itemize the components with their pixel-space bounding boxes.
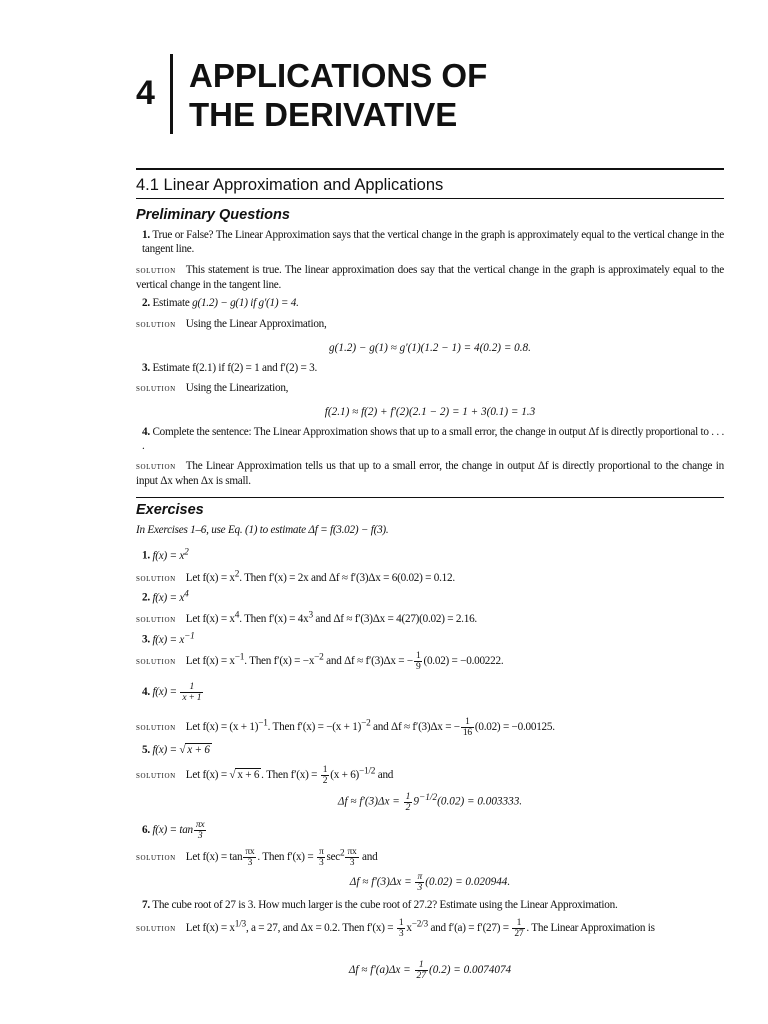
question-number: 4. bbox=[142, 426, 150, 438]
exercise-4 bbox=[136, 682, 724, 703]
question-4 bbox=[136, 425, 724, 453]
exercise-5-solution bbox=[136, 764, 724, 786]
fraction: $\frac{\pi x}{3}$ bbox=[195, 820, 205, 841]
exercise-number: 7. bbox=[142, 899, 150, 911]
solution-text: Let f(x) = √ x + 6 . Then f′(x) = $\frac{1}{2}$ $(x + 6)^{-1/2}$ and bbox=[185, 764, 394, 786]
exercises-intro: In Exercises 1–6, use Eq. (1) to estimate Δf = f(3.02) − f(3). bbox=[136, 524, 389, 536]
solution-text: This statement is true. The linear approximation does say that the vertical change in the graph is approximately equal to the vertical change in the tangent line. bbox=[136, 264, 724, 291]
fraction: $\frac{1}{2}$ bbox=[322, 764, 328, 786]
fraction: $\frac{1}{x + 1}$ bbox=[182, 682, 202, 703]
preliminary-heading: Preliminary Questions bbox=[136, 207, 290, 223]
exercise-7 bbox=[136, 898, 724, 912]
solution-text: Let $f(x) = (x + 1)^{-1}$. Then $f'(x) = -(x + 1)^{-2}$ and Δf ≈ f′(3)Δx = − $\frac{1}{16}$ (0.02) = −0.00125. bbox=[185, 716, 555, 738]
exercise-number: 2. bbox=[142, 591, 150, 604]
fraction: $\frac{1}{27}$ bbox=[514, 917, 524, 939]
solution-text: Let $f(x) = x^4$. Then $f'(x) = 4x^3$ and Δf ≈ f′(3)Δx = 4(27)(0.02) = 2.16. bbox=[185, 610, 477, 625]
exercise-6 bbox=[136, 820, 724, 841]
exercise-number: 4. bbox=[142, 686, 150, 699]
exercise-3-solution bbox=[136, 650, 724, 672]
exercise-2-solution bbox=[136, 608, 724, 627]
solution-label: solution bbox=[136, 320, 176, 330]
exercise-5-equation: Δf ≈ f′(3)Δx = $\frac{1}{2}$ $9^{-1/2}(0.02) = 0.003333$. bbox=[337, 791, 523, 813]
exercise-2 bbox=[136, 587, 724, 605]
exercise-7-equation: Δf ≈ f′(a)Δx = $\frac{1}{27}$ (0.2) = 0.0074074 bbox=[348, 960, 512, 981]
solution-label: solution bbox=[136, 384, 176, 394]
exercise-3 bbox=[136, 629, 724, 647]
chapter-title bbox=[189, 56, 487, 134]
solution-3 bbox=[136, 381, 724, 396]
section-rule-bottom bbox=[136, 198, 724, 199]
question-2 bbox=[136, 296, 724, 310]
exercise-number: 3. bbox=[142, 633, 150, 646]
exercise-1 bbox=[136, 545, 724, 563]
question-text: Estimate bbox=[152, 297, 190, 309]
solution-1 bbox=[136, 263, 724, 292]
exercise-6-equation: Δf ≈ f′(3)Δx = $\frac{\pi}{3}$ (0.02) = 0.020944. bbox=[349, 872, 511, 893]
solution-text: Let f(x) = tan $\frac{\pi x}{3}$ . Then f′(x) = $\frac{\pi}{3}$ $\sec^2$ $\frac{\pi x}{3}$ and bbox=[185, 846, 378, 868]
exercise-function: $f(x) = x^2$ bbox=[152, 547, 189, 562]
fraction: $\frac{\pi}{3}$ bbox=[417, 872, 423, 893]
fraction: $\frac{1}{2}$ bbox=[405, 791, 411, 813]
solution-text: Using the Linearization, bbox=[185, 382, 289, 394]
fraction: $\frac{1}{9}$ bbox=[415, 650, 421, 672]
solution-2-equation: g(1.2) − g(1) ≈ g′(1)(1.2 − 1) = 4(0.2) = 0.8. bbox=[329, 342, 531, 354]
question-text: Estimate f(2.1) if f(2) = 1 and f′(2) = 3. bbox=[152, 362, 317, 374]
exercise-text: The cube root of 27 is 3. How much larger is the cube root of 27.2? Estimate using the Linear Approximation. bbox=[152, 899, 618, 911]
solution-label: solution bbox=[136, 852, 176, 863]
fraction: $\frac{\pi x}{3}$ bbox=[347, 846, 357, 868]
exercise-number: 1. bbox=[142, 549, 150, 562]
chapter-title-line2: THE DERIVATIVE bbox=[189, 96, 458, 133]
fraction: $\frac{\pi}{3}$ bbox=[318, 846, 324, 868]
solution-2 bbox=[136, 317, 724, 332]
exercise-7-solution bbox=[136, 917, 724, 939]
solution-label: solution bbox=[136, 770, 176, 781]
solution-label: solution bbox=[136, 573, 176, 584]
fraction: $\frac{1}{27}$ bbox=[416, 960, 427, 981]
chapter-divider bbox=[170, 54, 173, 134]
question-text: True or False? The Linear Approximation says that the vertical change in the graph is approximately equal to the vertical change in the tangent line. bbox=[142, 229, 724, 255]
exercise-1-solution bbox=[136, 567, 724, 586]
solution-3-equation: f(2.1) ≈ f(2) + f′(2)(2.1 − 2) = 1 + 3(0.1) = 1.3 bbox=[324, 406, 536, 418]
solution-label: solution bbox=[136, 266, 176, 276]
chapter-number: 4 bbox=[136, 74, 155, 112]
section-rule-top bbox=[136, 168, 724, 170]
solution-label: solution bbox=[136, 722, 176, 733]
question-3 bbox=[136, 361, 724, 375]
exercise-function: f(x) = √ x + 6 bbox=[152, 744, 210, 756]
exercises-heading: Exercises bbox=[136, 502, 204, 518]
solution-text: Let $f(x) = x^{1/3}$, a = 27, and Δx = 0.2. Then f′(x) = $\frac{1}{3}$ $x^{-2/3}$ and f′(a) = f′(27) = $\frac{1}{27}$ . The Linear Approximation is bbox=[185, 917, 655, 939]
solution-text: Let $f(x) = x^2$. Then f′(x) = 2x and Δf ≈ f′(3)Δx = 6(0.02) = 0.12. bbox=[185, 569, 455, 584]
question-number: 1. bbox=[142, 229, 150, 241]
question-text: Complete the sentence: The Linear Approximation shows that up to a small error, the change in output Δf is directly proportional to . . . . bbox=[142, 426, 724, 452]
solution-label: solution bbox=[136, 462, 176, 472]
solution-label: solution bbox=[136, 923, 176, 934]
fraction: $\frac{1}{16}$ bbox=[462, 716, 472, 738]
solution-label: solution bbox=[136, 614, 176, 625]
question-number: 3. bbox=[142, 362, 150, 374]
solution-text: Let $f(x) = x^{-1}$. Then $f'(x) = -x^{-2}$ and Δf ≈ f′(3)Δx = − $\frac{1}{9}$ (0.02) = −0.00222. bbox=[185, 650, 504, 672]
question-number: 2. bbox=[142, 297, 150, 309]
exercise-5 bbox=[136, 743, 724, 757]
chapter-title-line1: APPLICATIONS OF bbox=[189, 57, 488, 94]
question-1 bbox=[136, 228, 724, 256]
section-title: 4.1 Linear Approximation and Applications bbox=[136, 176, 444, 194]
solution-4 bbox=[136, 459, 724, 488]
exercise-function: f(x) = $\frac{1}{x + 1}$ bbox=[152, 682, 202, 703]
exercise-number: 5. bbox=[142, 744, 150, 756]
exercise-function: $f(x) = x^4$ bbox=[152, 589, 189, 604]
exercise-4-solution bbox=[136, 716, 724, 738]
question-math: g(1.2) − g(1) if g′(1) = 4. bbox=[192, 297, 299, 309]
exercise-6-solution bbox=[136, 846, 724, 868]
fraction: $\frac{\pi x}{3}$ bbox=[245, 846, 255, 868]
exercise-function: $f(x) = x^{-1}$ bbox=[152, 631, 195, 646]
exercises-rule bbox=[136, 497, 724, 498]
solution-text: The Linear Approximation tells us that up to a small error, the change in output Δf is directly proportional to the change in input Δx when Δx is small. bbox=[136, 460, 724, 487]
fraction: $\frac{1}{3}$ bbox=[398, 917, 404, 939]
exercise-function: f(x) = tan $\frac{\pi x}{3}$ bbox=[152, 820, 205, 841]
solution-label: solution bbox=[136, 656, 176, 667]
solution-text: Using the Linear Approximation, bbox=[185, 318, 327, 330]
exercise-number: 6. bbox=[142, 824, 150, 837]
